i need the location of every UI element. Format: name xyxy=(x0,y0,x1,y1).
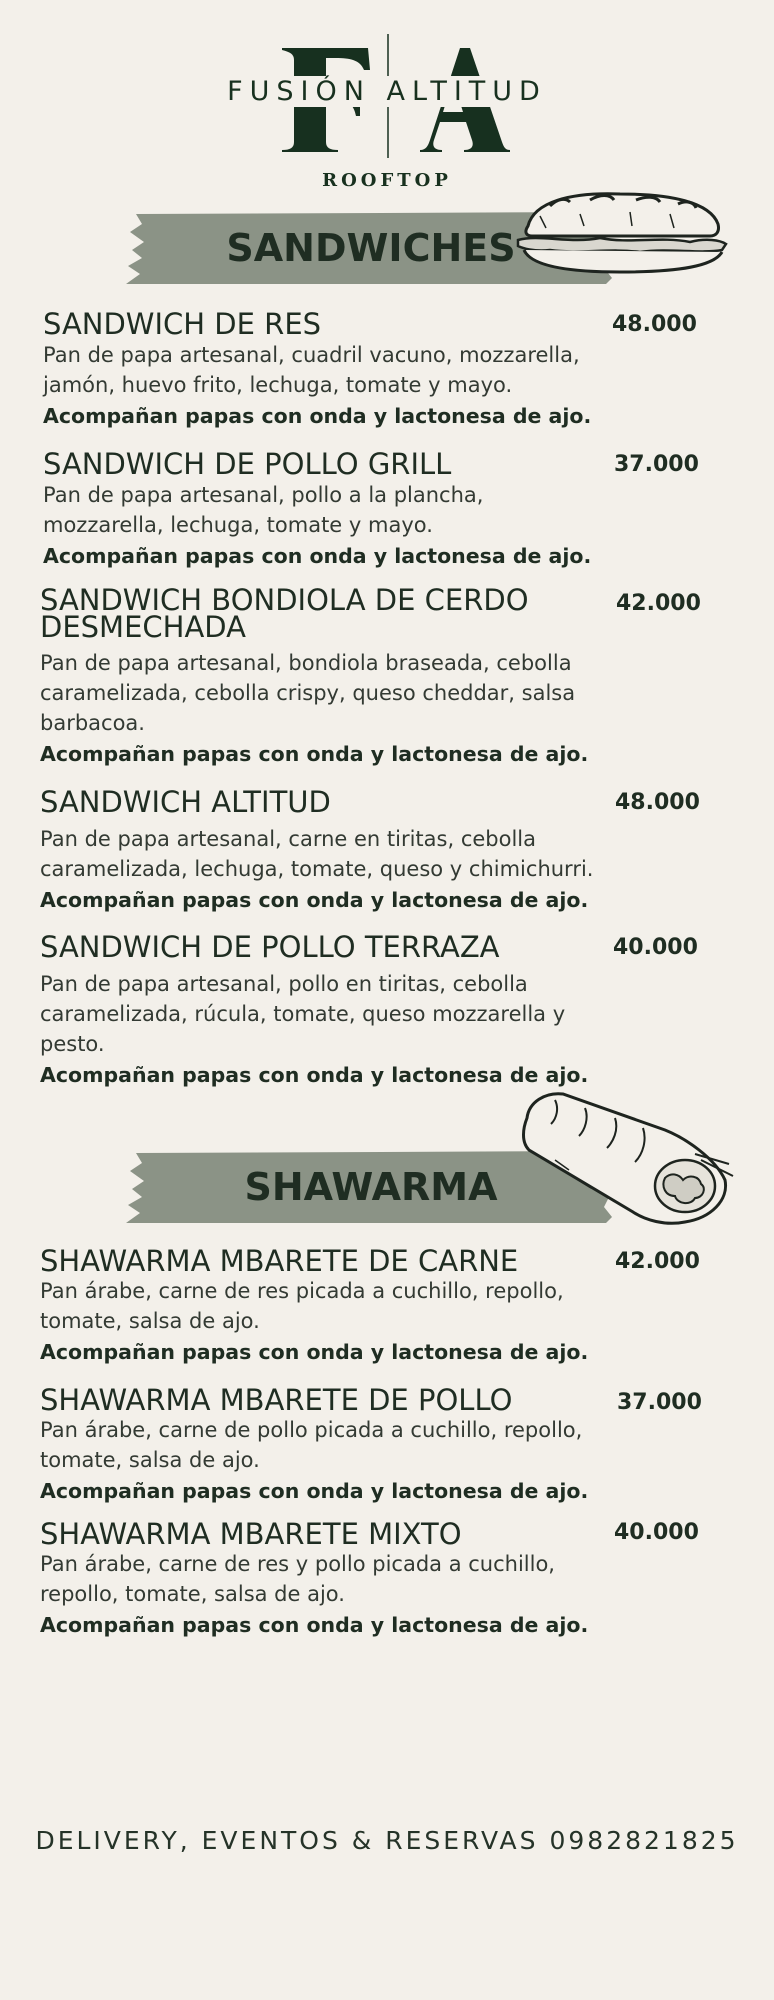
item-name: SANDWICH ALTITUD xyxy=(40,785,331,819)
item-name: SHAWARMA MBARETE MIXTO xyxy=(40,1517,462,1551)
section-title: SHAWARMA xyxy=(244,1165,498,1209)
item-side-note: Acompañan papas con onda y lactonesa de ajo. xyxy=(40,1479,589,1503)
footer-contact: DELIVERY, EVENTOS & RESERVAS 0982821825 xyxy=(35,1826,739,1855)
item-description: Pan árabe, carne de res picada a cuchillo, repollo, tomate, salsa de ajo. xyxy=(40,1279,564,1333)
item-price: 48.000 xyxy=(612,312,697,337)
section-title: SANDWICHES xyxy=(226,226,516,270)
item-description: Pan de papa artesanal, bondiola braseada, cebolla caramelizada, cebolla crispy, queso cheddar, salsa barbacoa. xyxy=(40,651,576,735)
item-name: SANDWICH DE POLLO GRILL xyxy=(43,447,452,481)
brand-logo xyxy=(0,20,774,200)
item-description: Pan de papa artesanal, carne en tiritas, cebolla caramelizada, lechuga, tomate, queso y chimichurri. xyxy=(40,827,594,881)
item-description: Pan árabe, carne de pollo picada a cuchillo, repollo, tomate, salsa de ajo. xyxy=(40,1418,583,1472)
item-price: 37.000 xyxy=(614,452,699,477)
item-name: SANDWICH DE POLLO TERRAZA xyxy=(40,930,500,964)
item-price: 40.000 xyxy=(614,1520,699,1545)
brand-name: FUSIÓN ALTITUD xyxy=(0,76,774,107)
item-description: Pan árabe, carne de res y pollo picada a cuchillo, repollo, tomate, salsa de ajo. xyxy=(40,1552,555,1606)
item-side-note: Acompañan papas con onda y lactonesa de ajo. xyxy=(43,404,592,428)
item-side-note: Acompañan papas con onda y lactonesa de ajo. xyxy=(40,888,589,912)
item-price: 42.000 xyxy=(616,591,701,616)
item-side-note: Acompañan papas con onda y lactonesa de ajo. xyxy=(40,1613,589,1637)
sandwich-illustration xyxy=(510,188,730,280)
item-side-note: Acompañan papas con onda y lactonesa de ajo. xyxy=(40,1340,589,1364)
item-side-note: Acompañan papas con onda y lactonesa de ajo. xyxy=(43,544,592,568)
brand-tagline: ROOFTOP xyxy=(322,170,452,191)
item-name: SHAWARMA MBARETE DE CARNE xyxy=(40,1244,519,1278)
item-side-note: Acompañan papas con onda y lactonesa de ajo. xyxy=(40,1063,589,1087)
item-description: Pan de papa artesanal, pollo en tiritas, cebolla caramelizada, rúcula, tomate, queso mozzarella y pesto. xyxy=(40,972,566,1056)
item-name: SANDWICH BONDIOLA DE CERDO DESMECHADA xyxy=(40,583,529,644)
item-price: 40.000 xyxy=(613,935,698,960)
item-name: SANDWICH DE RES xyxy=(43,307,322,341)
item-side-note: Acompañan papas con onda y lactonesa de ajo. xyxy=(40,742,589,766)
item-description: Pan de papa artesanal, cuadril vacuno, mozzarella, jamón, huevo frito, lechuga, tomate y mayo. xyxy=(43,343,580,397)
item-name: SHAWARMA MBARETE DE POLLO xyxy=(40,1383,513,1417)
item-price: 37.000 xyxy=(617,1390,702,1415)
item-price: 42.000 xyxy=(615,1249,700,1274)
shawarma-illustration xyxy=(515,1088,735,1232)
item-price: 48.000 xyxy=(615,790,700,815)
item-description: Pan de papa artesanal, pollo a la plancha, mozzarella, lechuga, tomate y mayo. xyxy=(43,483,484,537)
